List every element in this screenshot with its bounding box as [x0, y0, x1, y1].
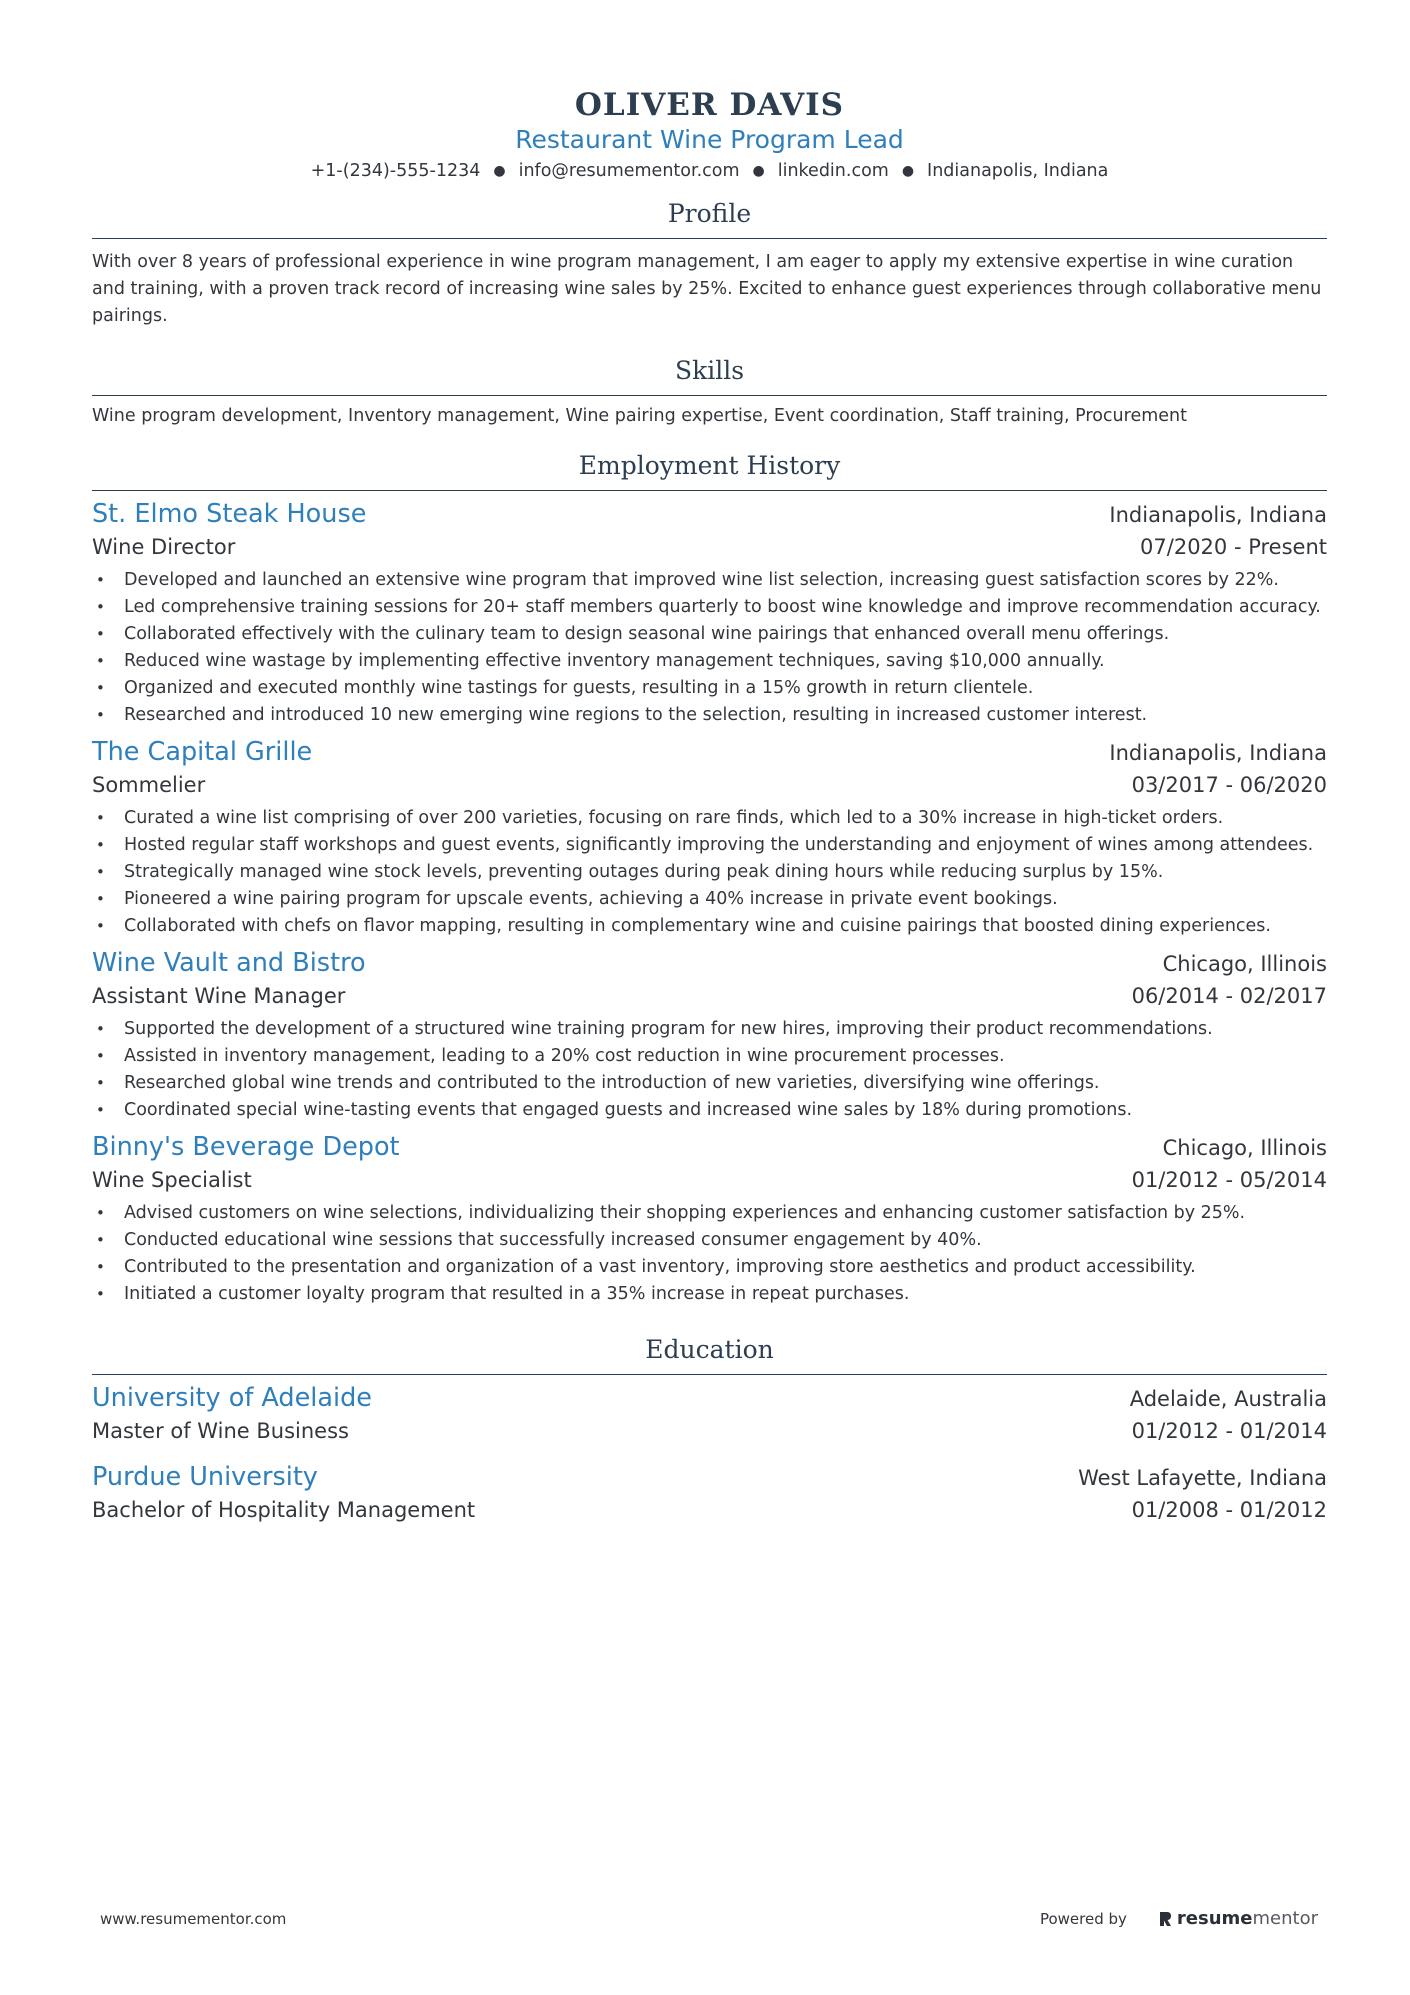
separator-dot-icon: ●	[901, 163, 915, 179]
list-item: • Researched global wine trends and contributed to the introduction of new varieties, diversifying wine offerings.	[92, 1070, 1327, 1097]
job-bullets	[92, 1016, 1327, 1124]
job-bullets	[92, 567, 1327, 729]
section-title-employment: Employment History	[578, 451, 841, 480]
section-divider	[92, 490, 1327, 491]
logo-text-bold: resume	[1176, 1908, 1253, 1929]
list-item: • Collaborated with chefs on flavor mapping, resulting in complementary wine and cuisine pairings that boosted dining experiences.	[92, 913, 1327, 940]
job-entry	[92, 1130, 1327, 1308]
list-item: • Assisted in inventory management, leading to a 20% cost reduction in wine procurement processes.	[92, 1043, 1327, 1070]
list-item: • Contributed to the presentation and organization of a vast inventory, improving store aesthetics and product accessibility.	[92, 1254, 1327, 1281]
separator-dot-icon: ●	[493, 163, 506, 179]
section-divider	[92, 238, 1327, 239]
job-entry	[92, 735, 1327, 940]
employment-section	[92, 450, 1327, 1308]
job-entry	[92, 946, 1327, 1124]
section-divider	[92, 395, 1327, 396]
contact-email[interactable]: info@resumementor.com	[518, 161, 740, 181]
list-item: • Reduced wine wastage by implementing effective inventory management techniques, saving $10,000 annually.	[92, 648, 1327, 675]
degree-title: Bachelor of Hospitality Management	[92, 1498, 476, 1522]
list-item: • Advised customers on wine selections, individualizing their shopping experiences and enhancing customer satisfaction by 25%.	[92, 1200, 1327, 1227]
job-title: Wine Specialist	[92, 1168, 252, 1192]
logo-text-light: mentor	[1252, 1908, 1318, 1929]
profile-section	[92, 198, 1327, 330]
job-employer: The Capital Grille	[92, 737, 313, 767]
job-dates: 03/2017 - 06/2020	[1131, 773, 1327, 797]
degree-dates: 01/2008 - 01/2012	[1131, 1498, 1327, 1522]
degree-title: Master of Wine Business	[92, 1419, 349, 1443]
job-bullets	[92, 1200, 1327, 1308]
resumementor-logo-icon	[1157, 1910, 1173, 1928]
job-location: Indianapolis, Indiana	[1109, 503, 1327, 527]
job-location: Chicago, Illinois	[1162, 1136, 1327, 1160]
job-employer: Wine Vault and Bistro	[92, 948, 366, 978]
job-dates: 01/2012 - 05/2014	[1131, 1168, 1327, 1192]
school-location: Adelaide, Australia	[1129, 1387, 1327, 1411]
section-divider	[92, 1374, 1327, 1375]
degree-dates: 01/2012 - 01/2014	[1131, 1419, 1327, 1443]
resume-page	[92, 0, 1327, 1525]
list-item: • Developed and launched an extensive wine program that improved wine list selection, increasing guest satisfaction scores by 22%.	[92, 567, 1327, 594]
contact-line	[92, 158, 1327, 184]
job-location: Chicago, Illinois	[1162, 952, 1327, 976]
list-item: • Organized and executed monthly wine tastings for guests, resulting in a 15% growth in return clientele.	[92, 675, 1327, 702]
list-item: • Conducted educational wine sessions that successfully increased consumer engagement by 40%.	[92, 1227, 1327, 1254]
education-entry	[92, 1381, 1327, 1446]
school-name: Purdue University	[92, 1462, 318, 1492]
list-item: • Supported the development of a structured wine training program for new hires, improving their product recommendations.	[92, 1016, 1327, 1043]
list-item: • Coordinated special wine-tasting events that engaged guests and increased wine sales by 18% during promotions.	[92, 1097, 1327, 1124]
contact-linkedin[interactable]: linkedin.com	[777, 161, 889, 181]
school-location: West Lafayette, Indiana	[1078, 1466, 1327, 1490]
education-entry	[92, 1460, 1327, 1525]
skills-section	[92, 355, 1327, 430]
page-footer	[100, 1908, 1318, 1929]
job-location: Indianapolis, Indiana	[1109, 741, 1327, 765]
job-bullets	[92, 805, 1327, 940]
job-dates: 07/2020 - Present	[1140, 535, 1327, 559]
list-item: • Researched and introduced 10 new emerging wine regions to the selection, resulting in increased customer interest.	[92, 702, 1327, 729]
section-title-education: Education	[645, 1335, 774, 1364]
candidate-role: Restaurant Wine Program Lead	[515, 125, 904, 154]
candidate-name: OLIVER DAVIS	[574, 87, 845, 123]
skills-text: Wine program development, Inventory management, Wine pairing expertise, Event coordination, Staff training, Procurement	[92, 406, 1187, 426]
list-item: • Curated a wine list comprising of over 200 varieties, focusing on rare finds, which led to a 30% increase in high-ticket orders.	[92, 805, 1327, 832]
job-employer: St. Elmo Steak House	[92, 499, 367, 529]
resumementor-logo[interactable]	[1157, 1908, 1318, 1929]
education-section	[92, 1334, 1327, 1525]
job-employer: Binny's Beverage Depot	[92, 1132, 400, 1162]
profile-text: With over 8 years of professional experience in wine program management, I am eager to apply my extensive expertise in wine curation and training, with a proven track record of increasing wine sales by 25%. Excited to enhance guest experiences through collaborative menu pairings.	[92, 252, 1322, 326]
list-item: • Collaborated effectively with the culinary team to design seasonal wine pairings that enhanced overall menu offerings.	[92, 621, 1327, 648]
contact-location: Indianapolis, Indiana	[927, 161, 1109, 181]
list-item: • Hosted regular staff workshops and guest events, significantly improving the understanding and enjoyment of wines among attendees.	[92, 832, 1327, 859]
resume-header	[92, 0, 1327, 184]
job-entry	[92, 497, 1327, 729]
job-title: Wine Director	[92, 535, 236, 559]
list-item: • Strategically managed wine stock levels, preventing outages during peak dining hours while reducing surplus by 15%.	[92, 859, 1327, 886]
footer-url[interactable]: www.resumementor.com	[100, 1909, 287, 1928]
powered-by	[1040, 1908, 1318, 1929]
job-title: Sommelier	[92, 773, 206, 797]
section-title-profile: Profile	[667, 199, 752, 228]
list-item: • Led comprehensive training sessions for 20+ staff members quarterly to boost wine knowledge and improve recommendation accuracy.	[92, 594, 1327, 621]
contact-phone: +1-(234)-555-1234	[310, 161, 481, 181]
job-title: Assistant Wine Manager	[92, 984, 346, 1008]
powered-by-label: Powered by	[1039, 1909, 1127, 1928]
section-title-skills: Skills	[674, 356, 745, 385]
school-name: University of Adelaide	[92, 1383, 372, 1413]
list-item: • Pioneered a wine pairing program for upscale events, achieving a 40% increase in private event bookings.	[92, 886, 1327, 913]
job-dates: 06/2014 - 02/2017	[1131, 984, 1327, 1008]
separator-dot-icon: ●	[752, 163, 765, 179]
list-item: • Initiated a customer loyalty program that resulted in a 35% increase in repeat purchases.	[92, 1281, 1327, 1308]
